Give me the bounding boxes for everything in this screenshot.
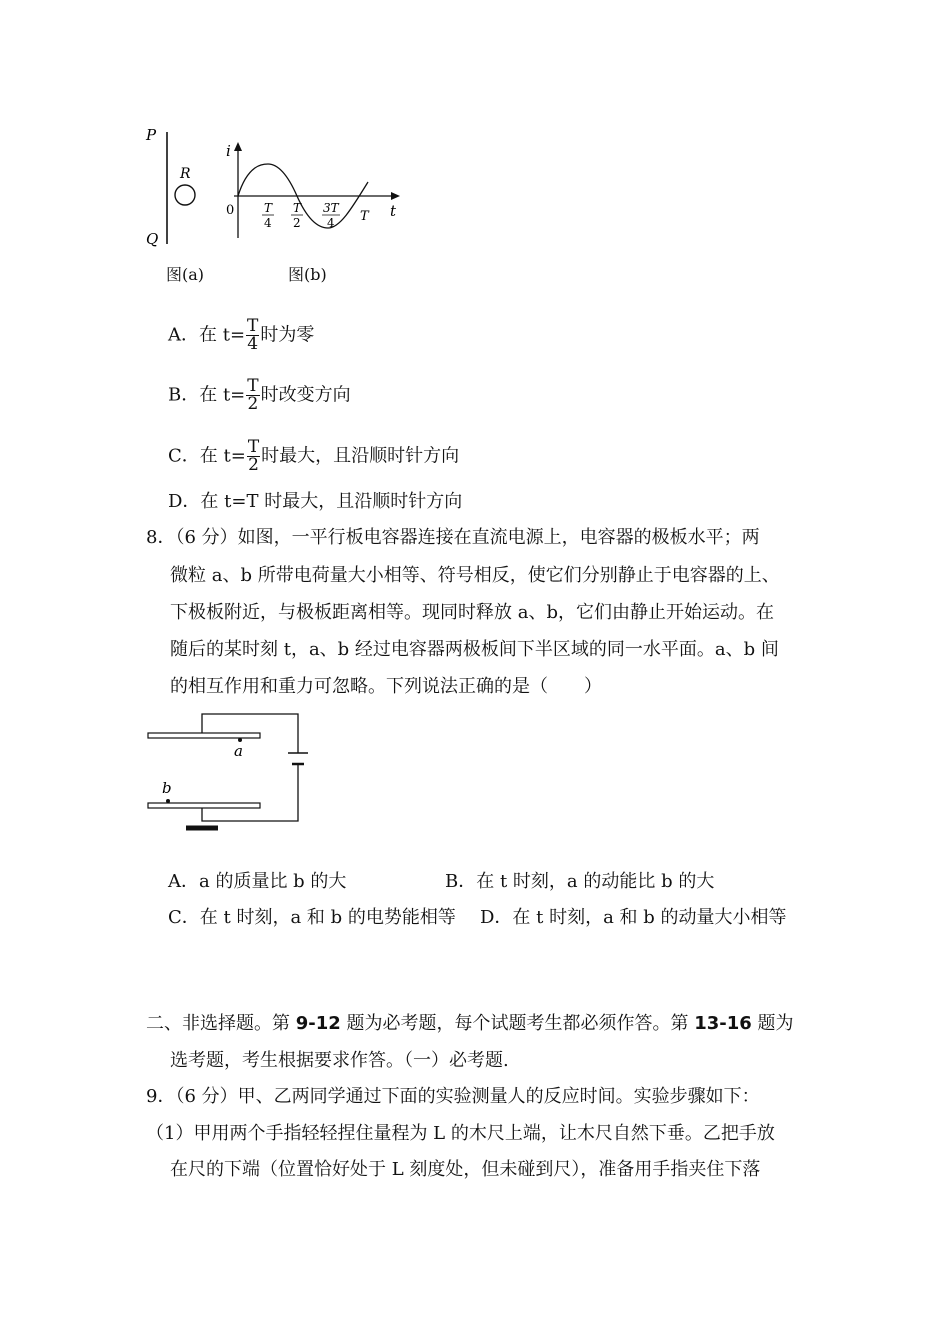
t-axis-arrow <box>391 192 400 200</box>
section-2-line-1: 二、非选择题。第 9-12 题为必考题，每个试题考生都必须作答。第 13-16 题为 <box>146 1013 794 1034</box>
tick-t: T <box>360 209 369 224</box>
tick-3t4-num: 3T <box>323 201 339 215</box>
label-q: Q <box>146 230 159 248</box>
tick-3t4-den: 4 <box>327 216 335 230</box>
label-a: a <box>234 742 243 760</box>
tick-t4-num: T <box>264 201 273 215</box>
fraction: $\frac{T}{2}$ <box>247 437 260 475</box>
origin-label: 0 <box>226 203 235 218</box>
q8-option-c: C．在 t 时刻，a 和 b 的电势能相等 <box>168 907 456 928</box>
lower-plate <box>148 803 260 808</box>
fraction: $\frac{T}{4}$ <box>247 316 259 354</box>
q8-stem-3: 下极板附近，与极板距离相等。现同时释放 a、b，它们由静止开始运动。在 <box>170 602 774 623</box>
q8-option-a: A．a 的质量比 b 的大 <box>168 871 347 892</box>
q9-stem-2: （1）甲用两个手指轻轻捏住量程为 L 的木尺上端，让木尺自然下垂。乙把手放 <box>146 1123 775 1144</box>
tick-t2-den: 2 <box>293 216 301 230</box>
q7-option-b: B．在 t= $\frac{T}{2}$ 时改变方向 <box>168 376 351 414</box>
caption-a: 图(a) <box>166 265 205 284</box>
fraction: $\frac{T}{2}$ <box>247 376 259 414</box>
q9-stem-1: 9．（6 分）甲、乙两同学通过下面的实验测量人的反应时间。实验步骤如下： <box>146 1086 760 1107</box>
q8-stem-5: 的相互作用和重力可忽略。下列说法正确的是（ ） <box>170 676 602 697</box>
q8-option-b: B．在 t 时刻，a 的动能比 b 的大 <box>445 871 715 892</box>
tick-t4-den: 4 <box>264 216 272 230</box>
label-r: R <box>180 166 191 182</box>
q9-stem-3: 在尺的下端（位置恰好处于 L 刻度处，但未碰到尺），准备用手指夹住下落 <box>170 1159 761 1180</box>
q8-stem-2: 微粒 a、b 所带电荷量大小相等、符号相反，使它们分别静止于电容器的上、 <box>170 565 780 586</box>
capacitor-figure <box>140 708 320 834</box>
axis-label-t: t <box>390 202 397 220</box>
section-2-line-2: 选考题，考生根据要求作答。（一）必考题. <box>170 1050 509 1071</box>
q8-stem-4: 随后的某时刻 t，a、b 经过电容器两极板间下半区域的同一水平面。a、b 间 <box>170 639 779 660</box>
i-axis-arrow <box>234 142 242 151</box>
label-b: b <box>162 779 172 797</box>
ring-r <box>175 185 195 205</box>
q8-stem-1: 8．（6 分）如图，一平行板电容器连接在直流电源上，电容器的极板水平；两 <box>146 527 760 548</box>
upper-plate <box>148 733 260 738</box>
q7-option-a: A．在 t= $\frac{T}{4}$ 时为零 <box>168 316 315 354</box>
q7-option-d: D．在 t=T 时最大，且沿顺时针方向 <box>168 491 463 512</box>
axis-label-i: i <box>226 142 231 160</box>
tick-t2-num: T <box>293 201 302 215</box>
figure-ab <box>140 120 420 250</box>
lower-wire <box>202 764 298 821</box>
q7-option-c: C．在 t= $\frac{T}{2}$ 时最大，且沿顺时针方向 <box>168 437 460 475</box>
caption-b: 图(b) <box>288 265 327 284</box>
particle-b <box>166 799 170 803</box>
label-p: P <box>146 126 157 144</box>
q8-option-d: D．在 t 时刻，a 和 b 的动量大小相等 <box>480 907 787 928</box>
